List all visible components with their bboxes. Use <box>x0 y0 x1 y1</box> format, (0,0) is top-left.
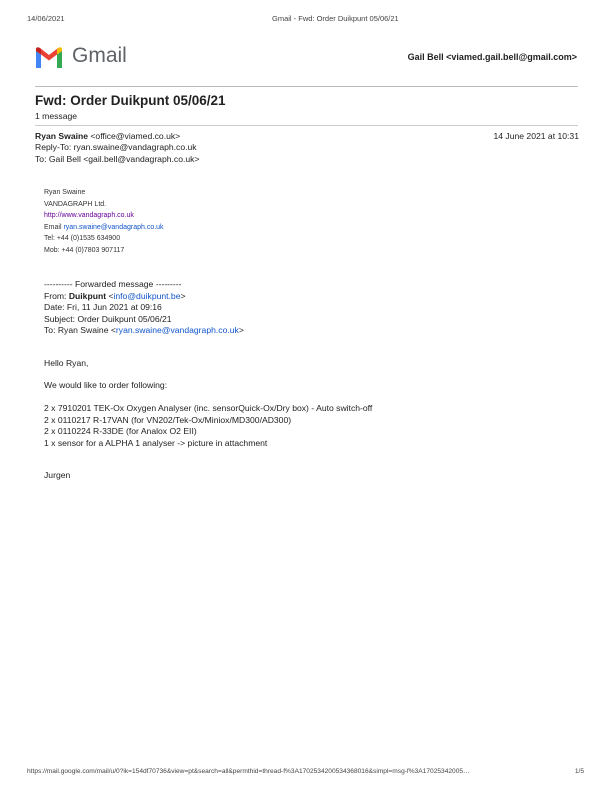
print-date: 14/06/2021 <box>27 14 65 23</box>
to-line: To: Gail Bell <gail.bell@vandagraph.co.uk> <box>35 154 200 164</box>
account-email: <viamed.gail.bell@gmail.com> <box>446 52 577 62</box>
forwarded-to <box>44 325 244 337</box>
sender-email: <office@viamed.co.uk> <box>90 131 181 141</box>
order-line: 2 x 7910201 TEK-Ox Oxygen Analyser (inc. sensorQuick-Ox/Dry box) - Auto switch-off <box>44 403 373 413</box>
forwarded-to-close: > <box>238 325 244 336</box>
order-line: 2 x 0110224 R-33DE (for Analox O2 EII) <box>44 426 197 437</box>
signature-email-row <box>44 222 164 234</box>
signature-website-link[interactable]: http://www.vandagraph.co.uk <box>44 212 134 220</box>
signature <box>44 187 164 257</box>
account-name: Gail Bell <box>407 52 444 62</box>
forwarded-to-email-link[interactable]: ryan.swaine@vandagraph.co.uk <box>115 325 239 336</box>
signature-name: Ryan Swaine <box>44 189 86 196</box>
reply-to: Reply-To: ryan.swaine@vandagraph.co.uk <box>35 142 197 152</box>
account-info <box>408 52 577 62</box>
forwarded-subject: Subject: Order Duikpunt 05/06/21 <box>44 313 172 324</box>
forwarded-from-open: < <box>106 290 114 301</box>
page-number: 1/5 <box>574 768 584 775</box>
signature-company: VANDAGRAPH Ltd. <box>44 200 107 208</box>
forwarded-separator: ---------- Forwarded message --------- <box>44 279 182 289</box>
order-line: 2 x 0110217 R-17VAN (for VN202/Tek-Ox/Miniox/MD300/AD300) <box>44 414 292 425</box>
closing: Jurgen <box>44 470 71 480</box>
gmail-wordmark: Gmail <box>72 44 127 67</box>
message-date: 14 June 2021 at 10:31 <box>493 131 579 141</box>
greeting: Hello Ryan, <box>44 358 89 368</box>
message-count: 1 message <box>35 111 78 121</box>
sender <box>35 131 180 141</box>
gmail-logo[interactable] <box>34 44 134 70</box>
forwarded-to-label: To: Ryan Swaine < <box>44 325 116 336</box>
signature-tel: Tel: +44 (0)1535 634900 <box>44 235 121 243</box>
print-title: Gmail - Fwd: Order Duikpunt 05/06/21 <box>272 14 399 23</box>
sender-name: Ryan Swaine <box>35 131 89 141</box>
signature-email-label: Email <box>44 223 64 231</box>
forwarded-date: Date: Fri, 11 Jun 2021 at 09:16 <box>44 302 162 313</box>
forwarded-from <box>44 291 244 303</box>
intro: We would like to order following: <box>44 380 168 390</box>
signature-email-link[interactable]: ryan.swaine@vandagraph.co.uk <box>63 223 164 231</box>
forwarded-from-close: > <box>180 290 186 301</box>
header-divider <box>35 86 578 87</box>
order-lines <box>44 403 372 449</box>
forwarded-header <box>44 279 244 337</box>
forwarded-from-label: From: <box>44 290 69 301</box>
forwarded-from-email-link[interactable]: info@duikpunt.be <box>113 290 181 301</box>
gmail-m-icon <box>34 45 64 69</box>
subject-divider <box>35 125 578 126</box>
thread-subject: Fwd: Order Duikpunt 05/06/21 <box>35 93 226 108</box>
order-line: 1 x sensor for a ALPHA 1 analyser -> picture in attachment <box>44 437 268 448</box>
forwarded-from-name: Duikpunt <box>68 290 107 301</box>
print-url: https://mail.google.com/mail/u/0?ik=154df70736&view=pt&search=all&permthid=thread-f%3A1702534200534368016&simpl=msg-f%3A17025342005… <box>27 768 470 775</box>
signature-mob: Mob: +44 (0)7803 907117 <box>44 246 125 254</box>
